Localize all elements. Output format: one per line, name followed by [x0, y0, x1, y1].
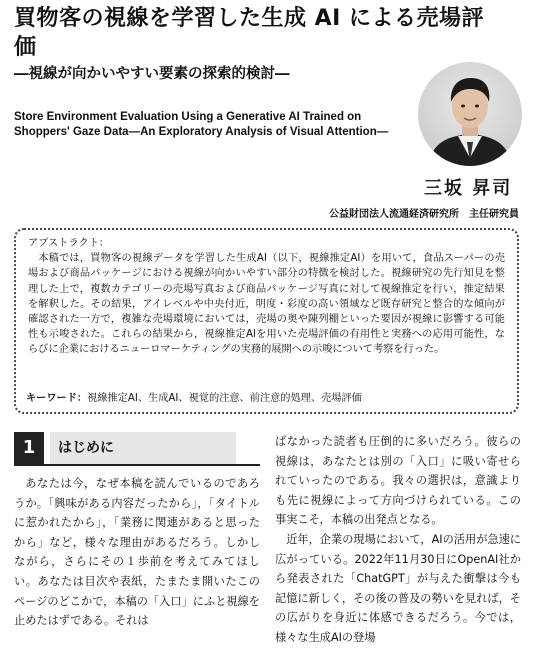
section-heading	[14, 432, 260, 466]
body-column-left	[14, 432, 260, 631]
author-portrait-image	[418, 62, 522, 166]
body-column-right	[275, 432, 521, 648]
keywords	[26, 391, 507, 406]
body-paragraph: あなたは今，なぜ本稿を読んでいるのであろうか。「興味がある内容だったから」，「タイトルに惹かれたから」，「業務に関連があると思ったから」など，様々な理由があるだろう。しかしながら，さらにその１歩前を考えてみてほしい。あなたは目次や表紙，たまたま開いたこのページのどこかで，本稿の「入口」にふと視線を止めたはずである。それは	[14, 477, 260, 628]
body-paragraph-continued: ばなかった読者も圧倒的に多いだろう。彼らの視線は，あなたとは別の「入口」に吸い寄せられていったのである。我々の選択は，意識よりも先に視線によって方向づけられている。この事実こそ，本稿の出発点となる。	[275, 435, 521, 527]
article-title-english: Store Environment Evaluation Using a Generative AI Trained on Shoppers' Gaze Data—An Exploratory Analysis of Visual Attention—	[14, 111, 389, 138]
abstract-box	[14, 228, 519, 414]
body-paragraph: 近年，企業の現場において，AIの活用が急速に広がっている。2022年11月30日にOpenAI社から発表された「ChatGPT」が与えた衝撃は今も記憶に新しく，その後の普及の勢いを見れば，その広がりを身近に体感できるだろう。今では，様々な生成AIの登場	[275, 532, 521, 644]
author-affiliation: 公益財団法人流通経済研究所 主任研究員	[329, 209, 519, 220]
author-portrait-icon	[418, 62, 522, 166]
section-number: 1	[14, 432, 44, 464]
keywords-list: 視線推定AI、生成AI、視覚的注意、前注意的処理、売場評価	[87, 392, 362, 404]
abstract-label: アブストラクト：	[28, 238, 110, 249]
abstract-text: 本稿では，買物客の視線データを学習した生成AI（以下，視線推定AI）を用いて，食品スーパーの売場および商品パッケージにおける視線が向かいやすい部分の特徴を検討した。視線研究の先行知見を整理した上で，複数カテゴリーの売場写真および商品パッケージ写真に対して視線推定を行い，推定結果を解釈した。その結果，アイレベルや中央付近，明度・彩度の高い領域など既存研究と整合的な傾向が確認された一方で，複雑な売場環境においては，売場の奥や陳列棚といった要因が視線に影響する可能性も示唆された。これらの結果から，視線推定AIを用いた売場評価の有用性と実務への応用可能性，ならびに企業におけるニューロマーケティングの実務的展開への示唆について考察を行った。	[28, 253, 505, 356]
keywords-label: キーワード：	[26, 392, 88, 404]
section-title: はじめに	[50, 432, 236, 464]
article-subtitle: ―視線が向かいやすい要素の探索的検討―	[14, 66, 290, 82]
author-name: 三坂 昇司	[424, 178, 513, 199]
article-title: 買物客の視線を学習した生成 AI による売場評価	[14, 6, 485, 60]
